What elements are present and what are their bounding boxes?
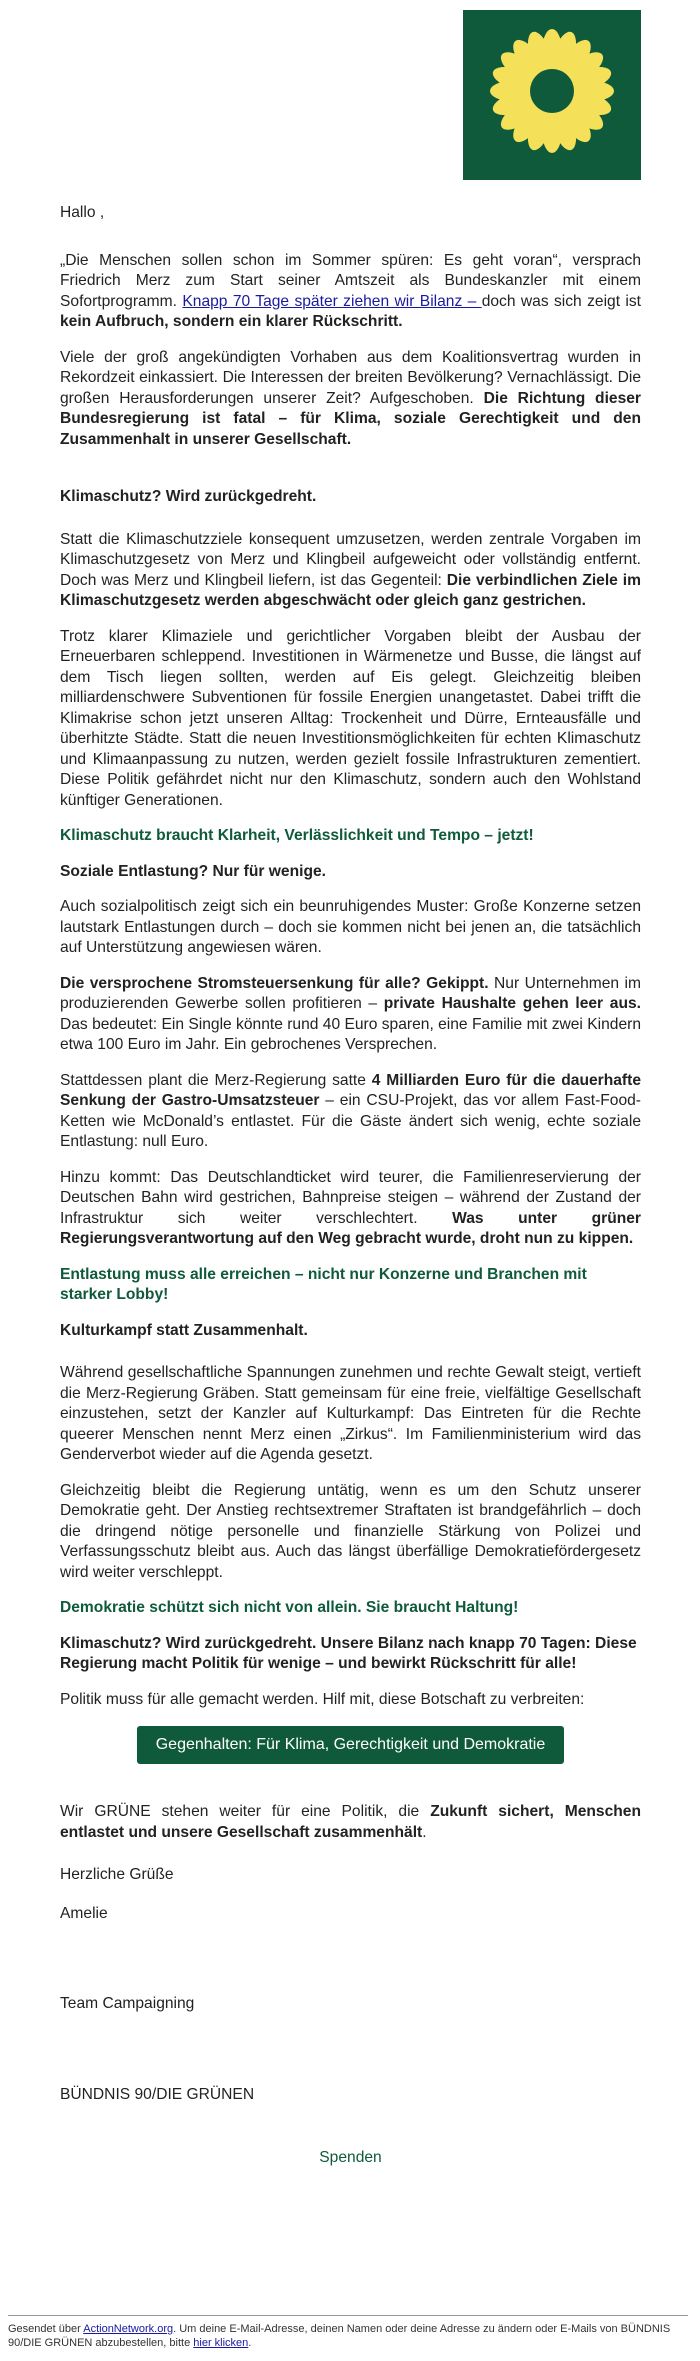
klima-paragraph-2: Trotz klarer Klimaziele und gerichtlicher Vorgaben bleibt der Ausbau der Erneuerbaren schleppend. Investitionen in Wärmenetze und Busse, die längst auf dem Tisch liegen sollten, werden auf Eis gelegt. Gleichzeitig bleiben milliardenschwere Subventionen für fossile Energien unangetastet. Dabei trifft die Klimakrise schon jetzt unseren Alltag: Trockenheit und Dürre, Ernteausfälle und überhitzte Städte. Statt die neuen Investitionsmöglichkeiten für echten Klimaschutz und Klimaanpassung zu nutzen, werden gezielt fossile Infrastrukturen zementiert. Diese Politik gefährdet nicht nur den Klimaschutz, sondern auch den Wohlstand künftiger Generationen. [60,627,641,809]
spenden-container [60,2148,641,2169]
sunflower-icon [463,10,641,180]
sozial-paragraph-3: Stattdessen plant die Merz-Regierung satte 4 Milliarden Euro für die dauerhafte Senkung der Gastro-Umsatzsteuer – ein CSU-Projekt, das vor allem Fast-Food-Ketten wie McDonald’s entlastet. Für die Gäste ändert sich wenig, echte soziale Entlastung: null Euro. [60,1071,642,1150]
intro-paragraph-2: Viele der groß angekündigten Vorhaben aus dem Koalitionsvertrag wurden in Rekordzeit einkassiert. Die Interessen der breiten Bevölkerung? Vernachlässigt. Die großen Herausforderungen unserer Zeit? Aufgeschoben. Die Richtung dieser Bundesregierung ist fatal – für Klima, soziale Gerechtigkeit und den Zusammenhalt in unserer Gesellschaft. [60,348,642,448]
unsubscribe-link[interactable]: hier klicken [193,2337,249,2349]
sozial-heading: Soziale Entlastung? Nur für wenige. [60,862,326,880]
sozial-paragraph-4: Hinzu kommt: Das Deutschlandticket wird teurer, die Familienreservierung der Deutschen Bahn wird gestrichen, Bahnpreise steigen – während der Zustand der Infrastruktur sich weiter verschlechtert. Was unter grüner Regierungsverantwortung auf den Weg gebracht wurde, droht nun zu kippen. [60,1168,641,1247]
regards: Herzliche Grüße [60,1866,174,1883]
sender-name: Amelie [60,1904,108,1922]
bilanz-link[interactable]: Knapp 70 Tage später ziehen wir Bilanz – [182,292,482,310]
klima-paragraph-1: Statt die Klimaschutzziele konsequent umzusetzen, werden zentrale Vorgaben im Klimaschutzgesetz von Merz und Klingbeil aufgeweicht oder vollständig entfernt. Doch was Merz und Klingbeil liefern, ist das Gegenteil: Die verbindlichen Ziele im Klimaschutzgesetz werden abgeschwächt oder gleich ganz gestrichen. [60,530,641,609]
greeting: Hallo , [60,204,105,221]
cta-container [60,1726,641,1764]
team-name: Team Campaigning [60,1995,195,2012]
intro-paragraph-1: „Die Menschen sollen schon im Sommer spüren: Es geht voran“, versprach Friedrich Merz zum Start seiner Amtszeit als Bundeskanzler mit einem Sofortprogramm. Knapp 70 Tage später ziehen wir Bilanz – doch was sich zeigt ist kein Aufbruch, sondern ein klarer Rückschritt. [60,251,642,330]
organisation-name: BÜNDNIS 90/DIE GRÜNEN [60,2085,255,2103]
actionnetwork-link[interactable]: ActionNetwork.org [83,2323,174,2335]
klima-heading: Klimaschutz? Wird zurückgedreht. [60,488,317,505]
kultur-paragraph-2: Gleichzeitig bleibt die Regierung untätig, wenn es um den Schutz unserer Demokratie geht. Der Anstieg rechtsextremer Straftaten ist brandgefährlich – doch die dringend nötige personelle und finanzielle Stärkung von Polizei und Verfassungsschutz bleibt aus. Auch das längst überfällige Demokratiefördergesetz wird weiter verschleppt. [60,1481,641,1581]
klima-callout: Klimaschutz braucht Klarheit, Verlässlichkeit und Tempo – jetzt! [60,827,534,844]
sozial-paragraph-2: Die versprochene Stromsteuersenkung für alle? Gekippt. Nur Unternehmen im produzierenden Gewerbe sollen profitieren – private Haushalte gehen leer aus. Das bedeutet: Ein Single könnte rund 40 Euro sparen, eine Familie mit zwei Kindern etwa 100 Euro im Jahr. Ein gebrochenes Versprechen. [60,974,642,1053]
email-footer: Gesendet über ActionNetwork.org. Um deine E-Mail-Adresse, deinen Namen oder deine Adresse zu ändern oder E-Mails von BÜNDNIS 90/DIE GRÜNEN abzubestellen, bitte hier klicken. [8,2315,688,2350]
summary-text: Klimaschutz? Wird zurückgedreht. Unsere Bilanz nach knapp 70 Tagen: Diese Regierung macht Politik für wenige – und bewirkt Rückschritt für alle! [60,1634,637,1672]
kultur-heading: Kulturkampf statt Zusammenhalt. [60,1321,308,1339]
kultur-paragraph-1: Während gesellschaftliche Spannungen zunehmen und rechte Gewalt steigt, vertieft die Merz-Regierung Gräben. Statt gemeinsam für eine freie, vielfältige Gesellschaft einzustehen, setzt der Kanzler auf Kulturkampf: Das Eintreten für die Rechte queerer Menschen nennt Merz einen „Zirkus“. Im Familienministerium wird das Genderverbot wieder auf die Agenda gesetzt. [60,1364,641,1463]
kultur-callout: Demokratie schützt sich nicht von allein. Sie braucht Haltung! [60,1599,519,1616]
closing-paragraph: Wir GRÜNE stehen weiter für eine Politik, die Zukunft sichert, Menschen entlastet und unsere Gesellschaft zusammenhält. [60,1803,641,1841]
spenden-link[interactable]: Spenden [319,2149,382,2166]
gegenhalten-button[interactable]: Gegenhalten: Für Klima, Gerechtigkeit und Demokratie [137,1726,565,1764]
email-body [60,203,641,2169]
share-text: Politik muss für alle gemacht werden. Hilf mit, diese Botschaft zu verbreiten: [60,1690,585,1708]
sozial-callout: Entlastung muss alle erreichen – nicht nur Konzerne und Branchen mit starker Lobby! [60,1265,587,1303]
sozial-paragraph-1: Auch sozialpolitisch zeigt sich ein beunruhigendes Muster: Große Konzerne setzen lautstark Entlastungen durch – doch sie kommen nicht bei jenen an, die tatsächlich auf Unterstützung angewiesen wären. [60,898,641,956]
party-logo [463,10,641,180]
